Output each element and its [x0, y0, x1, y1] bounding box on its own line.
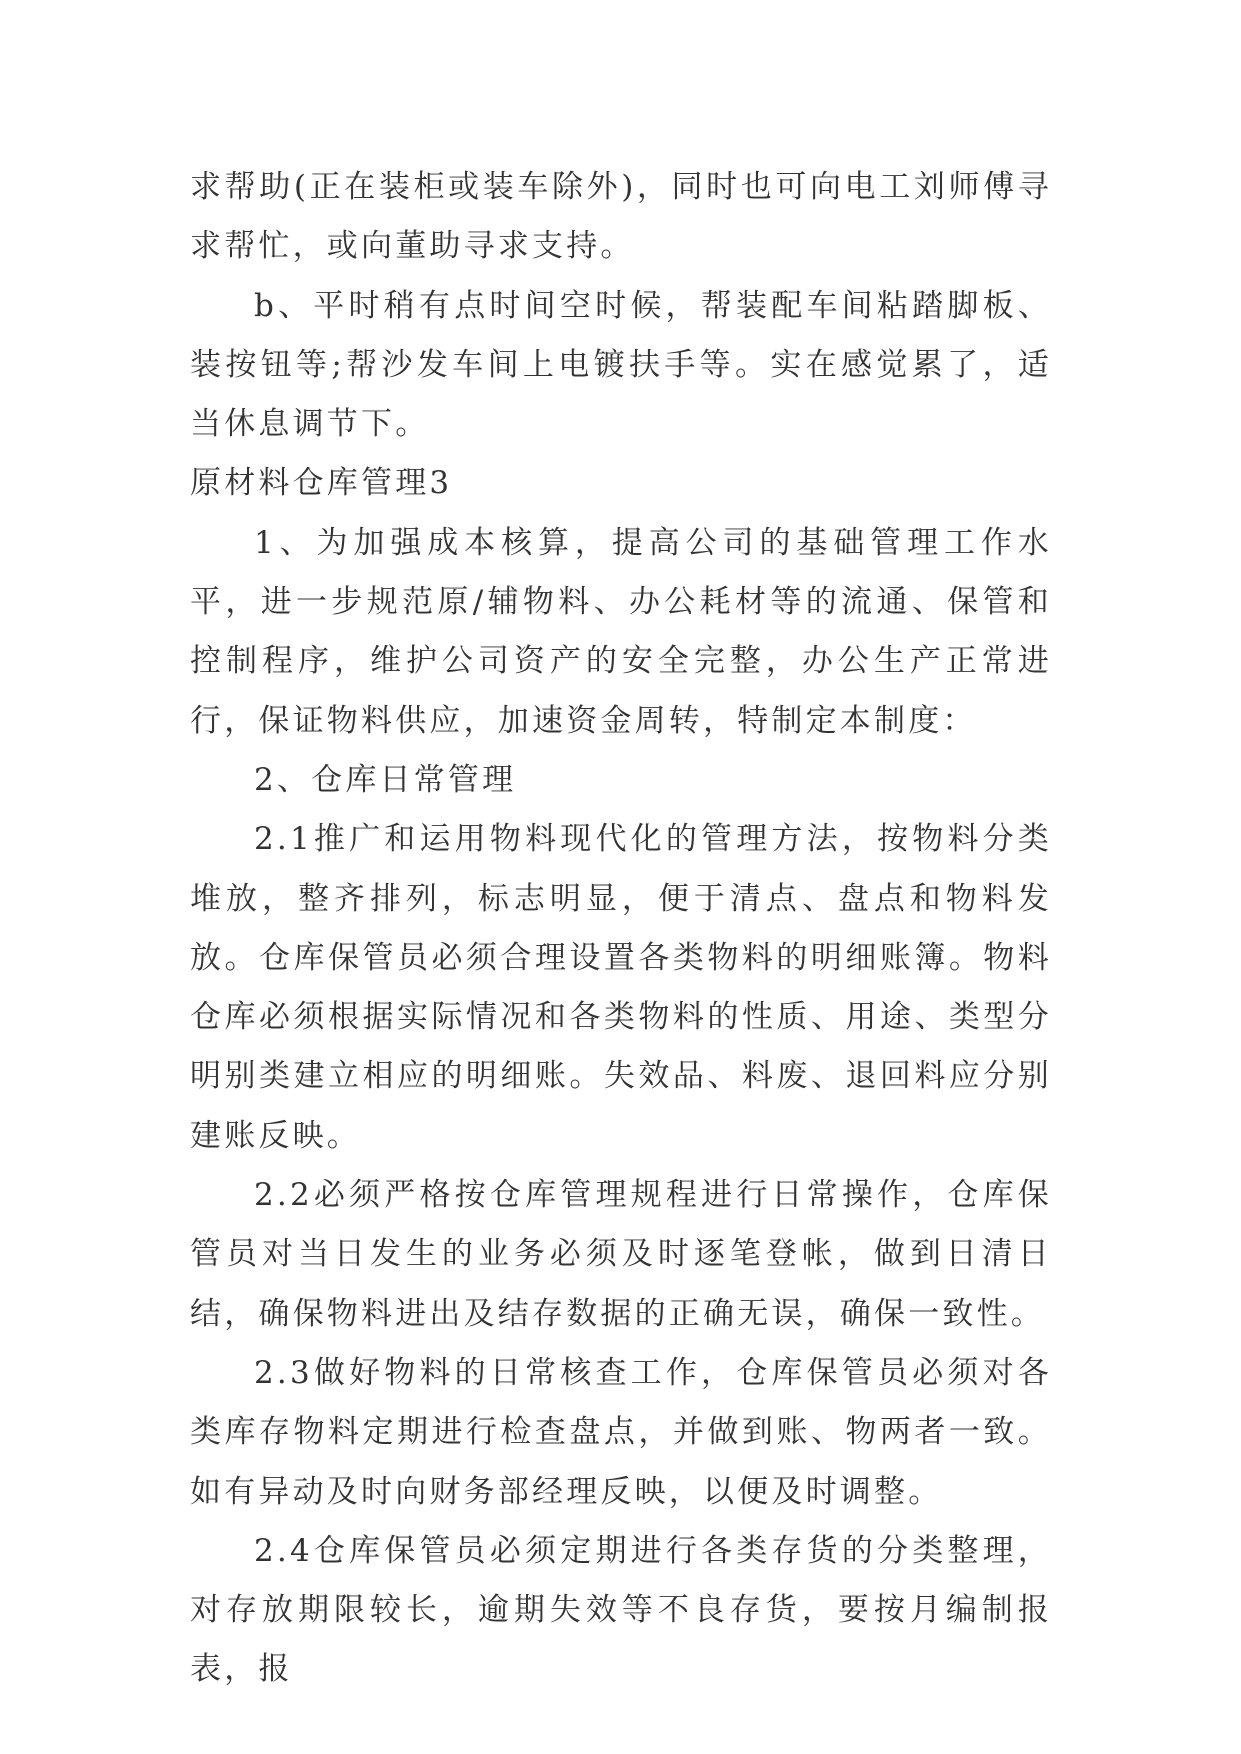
paragraph-item-2-3: 2.3做好物料的日常核查工作，仓库保管员必须对各类库存物料定期进行检查盘点，并做到账、物两者一致。如有异动及时向财务部经理反映，以便及时调整。	[190, 1354, 1052, 1510]
paragraph-item-b: b、平时稍有点时间空时候，帮装配车间粘踏脚板、装按钮等;帮沙发车间上电镀扶手等。实在感觉累了，适当休息调节下。	[190, 287, 1052, 443]
section-heading: 原材料仓库管理3	[190, 465, 453, 502]
paragraph-item-2-2: 2.2必须严格按仓库管理规程进行日常操作，仓库保管员对当日发生的业务必须及时逐笔登帐，做到日清日结，确保物料进出及结存数据的正确无误，确保一致性。	[190, 1177, 1052, 1332]
paragraph-item-1: 1、为加强成本核算，提高公司的基础管理工作水平，进一步规范原/辅物料、办公耗材等的流通、保管和控制程序，维护公司资产的安全完整，办公生产正常进行，保证物料供应，加速资金周转，特制定本制度：	[190, 524, 1052, 739]
paragraph-item-2-4: 2.4仓库保管员必须定期进行各类存货的分类整理，对存放期限较长，逾期失效等不良存货，要按月编制报表，报	[190, 1532, 1052, 1688]
paragraph-item-2-1: 2.1推广和运用物料现代化的管理方法，按物料分类堆放，整齐排列，标志明显，便于清点、盘点和物料发放。仓库保管员必须合理设置各类物料的明细账簿。物料仓库必须根据实际情况和各类物料的性质、用途、类型分明别类建立相应的明细账。失效品、料废、退回料应分别建账反映。	[190, 821, 1052, 1154]
paragraph-continuation: 求帮助(正在装柜或装车除外)，同时也可向电工刘师傅寻求帮忙，或向董助寻求支持。	[190, 169, 1052, 265]
paragraph-item-2: 2、仓库日常管理	[254, 761, 517, 798]
document-body	[190, 158, 1052, 1700]
